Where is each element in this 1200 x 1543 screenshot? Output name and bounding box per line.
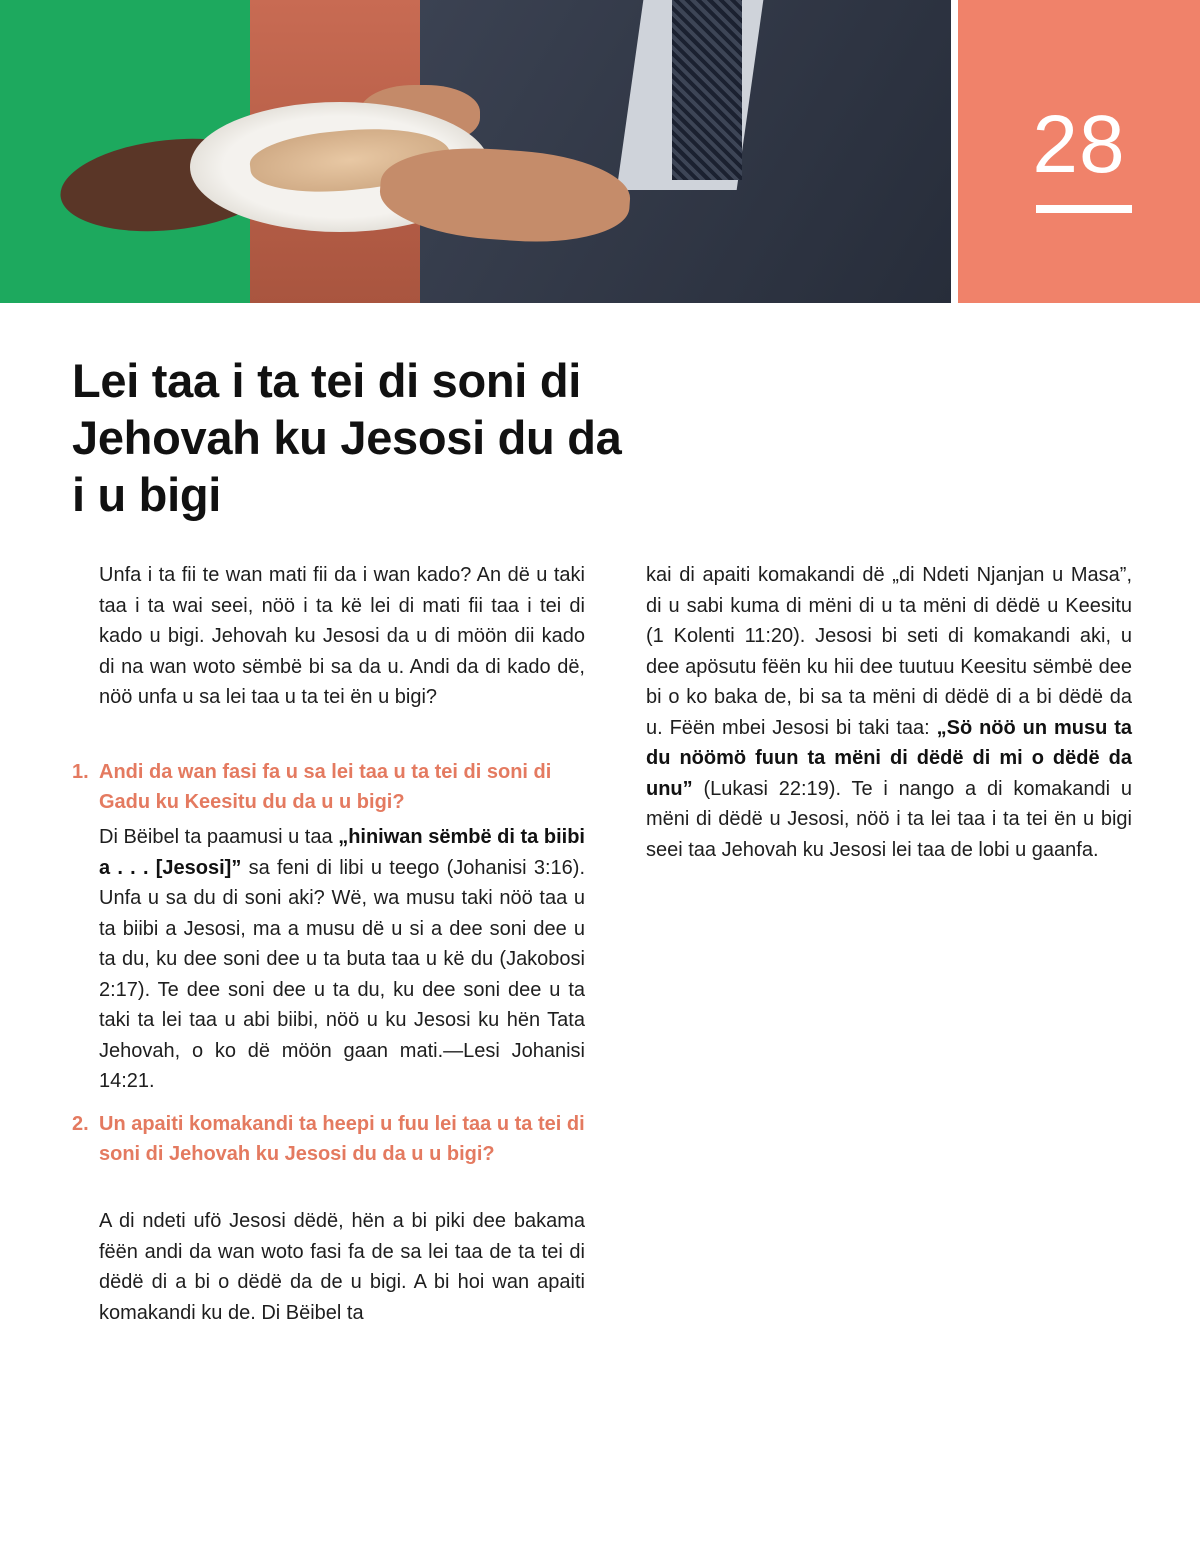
answer-text: sa feni di libi u teego (Johanisi 3:16). Unfa u sa du di soni aki? Wë, wa musu taki nöö taa u ta biibi a Jesosi, ma a musu dë u si a dee soni dee u ta du, ku dee soni dee u ta buta taa u kë du (Jakobosi 2:17). Te dee soni dee u ta du, ku dee soni dee u ta taki ta lei taa u abi biibi, nöö u ku Jesosi ku hën Tata Jehovah, o ko dë möön gaan mati.—Lesi Johanisi 14:21.	[99, 856, 585, 1092]
answer-quote: „Sö nöö un musu ta du nöömö fuun ta mëni di dëdë di mi o dëdë da unu”	[646, 716, 1132, 800]
chapter-number: 28	[1032, 99, 1126, 190]
answer-paragraph	[99, 822, 585, 1097]
answer-paragraph	[646, 560, 1132, 865]
intro-paragraph: Unfa i ta fii te wan mati fii da i wan kado? An dë u taki taa i ta wai seei, nöö i ta kë lei di mati fii taa i tei di kado u bigi. Jehovah ku Jesosi da u di möön dii kado di na wan woto sëmbë bi sa da u. Andi da di kado dë, nöö unfa u sa lei taa u ta tei ën u bigi?	[99, 564, 585, 708]
answer-1	[99, 822, 585, 1097]
question-text: Un apaiti komakandi ta heepi u fuu lei taa u ta tei di soni di Jehovah ku Jesosi du da u u bigi?	[99, 1113, 585, 1165]
left-column	[99, 560, 585, 713]
chapter-title: Lei taa i ta tei di soni di Jehovah ku Jesosi du da i u bigi	[72, 354, 622, 521]
answer-2-left	[99, 1206, 585, 1328]
question-number: 2.	[72, 1113, 89, 1135]
photo-tie	[672, 0, 742, 180]
question-text: Andi da wan fasi fa u sa lei taa u ta tei di soni di Gadu ku Keesitu du da u u bigi?	[99, 761, 552, 813]
chapter-rule	[1036, 205, 1132, 213]
hero-photo	[0, 0, 951, 303]
question-1	[72, 758, 592, 817]
question-number: 1.	[72, 761, 89, 783]
right-column	[646, 560, 1132, 865]
answer-text: (Lukasi 22:19). Te i nango a di komakandi u mëni di dëdë u Jesosi, nöö i ta lei taa i ta tei ën u bigi seei taa Jehovah ku Jesosi lei taa de lobi u gaanfa.	[646, 777, 1132, 861]
answer-text: Di Bëibel ta paamusi u taa	[99, 826, 339, 848]
answer-quote: „hiniwan sëmbë di ta biibi a . . . [Jesosi]”	[99, 826, 585, 879]
answer-paragraph: A di ndeti ufö Jesosi dëdë, hën a bi piki dee bakama fëën andi da wan woto fasi fa de sa lei taa de ta tei di dëdë di a bi o dëdë da de u bigi. A bi hoi wan apaiti komakandi ku de. Di Bëibel ta	[99, 1210, 585, 1324]
chapter-tab	[958, 0, 1200, 303]
question-2	[72, 1110, 592, 1169]
answer-text: kai di apaiti komakandi dë „di Ndeti Njanjan u Masa”, di u sabi kuma di mëni di u ta mëni di dëdë u Keesitu (1 Kolenti 11:20). Jesosi bi seti di komakandi aki, u dee apösutu fëën ku hii dee tuutuu Keesitu sëmbë dee bi o ko baka de, bi sa ta mëni di dëdë di a bi dëdë da u. Fëën mbei Jesosi bi taki taa:	[646, 564, 1132, 739]
